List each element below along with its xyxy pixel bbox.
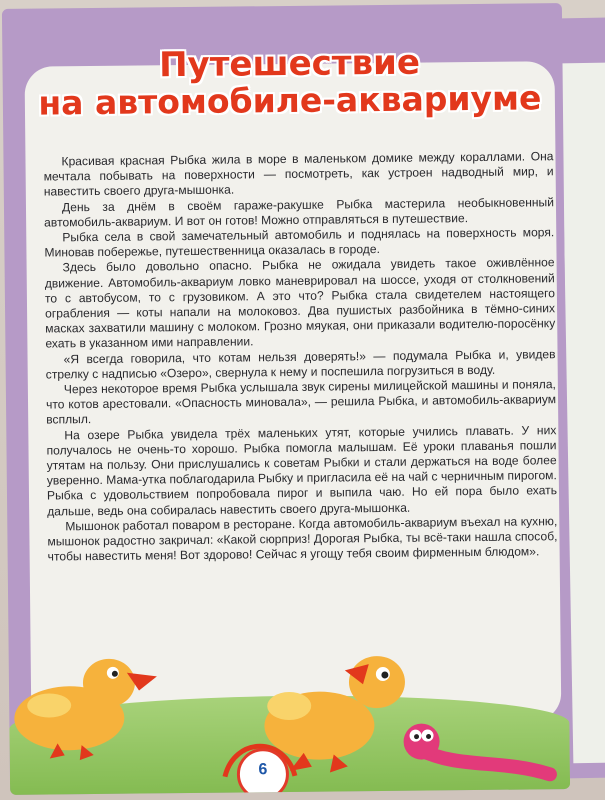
paragraph: Красивая красная Рыбка жила в море в маленьком домике между кораллами. Она мечтала побывать на поверхности — посмотреть, как устроен надводный мир, и навестить своего друга-мышонка. — [43, 149, 554, 199]
book-page — [2, 3, 570, 795]
duck-illustration — [8, 632, 169, 764]
paragraph: Рыбка села в свой замечательный автомобиль и поднялась на поверхность моря. Миновав побережье, путешественница оказалась в городе. — [44, 225, 555, 260]
paragraph: «Я всегда говорила, что котам нельзя доверять!» — подумала Рыбка и, увидев стрелку с надписью «Озеро», свернула к нему и поспешила погрузиться в воду. — [45, 346, 556, 382]
worm-illustration — [399, 708, 560, 790]
paragraph: День за днём в своём гараже-ракушке Рыбка мастерила необыкновенный автомобиль-аквариум. И вот он готов! Можно отправляться в путешествие. — [44, 194, 555, 230]
title-line-2: на автомобиле-аквариуме — [38, 78, 542, 123]
story-title — [24, 43, 555, 121]
paragraph: Здесь было довольно опасно. Рыбка не ожидала увидеть такое оживлённое движение. Автомобиль-аквариум ловко маневрировал на шоссе, уходя от столкновений то с автобусом, то с грузовиком. А это что? Рыбка стала свидетелем настоящего ограбления — коты напали на молоковоз. Два пушистых разбойника в тёмно-синих масках захватили машину с молоком. Грозно мяукая, они приказали водителю-поросёнку ехать в указанном ими направлении. — [44, 255, 556, 351]
paragraph: Мышонок работал поваром в ресторане. Когда автомобиль-аквариум въехал на кухню, мышонок радостно закричал: «Какой сюрприз! Дорогая Рыбка, ты всё-таки нашла способ, чтобы навестить меня! Вот здорово! Сейчас я угощу тебя своим фирменным блюдом». — [47, 514, 558, 564]
page-number-text: 6 — [258, 761, 268, 779]
paragraph: Через некоторое время Рыбка услышала звук сирены милицейской машины и поняла, что котов арестовали. «Опасность миновала», — решила Рыбка, и автомобиль-аквариум всплыл. — [45, 377, 557, 427]
paragraph: На озере Рыбка увидела трёх маленьких утят, которые учились плавать. У них получалось не очень-то хорошо. Рыбка помогла малышам. Её уроки плаванья пошли утятам на пользу. Они прислушались к советам Рыбки и стали держаться на воде более уверенно. Мама-утка поблагодарила Рыбку и пригласила её на чай с черничным пирогом. Рыбка с удовольствием попробовала пирог и выпила чаю. Но ей пора было ехать дальше, ведь она собиралась навестить своего друга-мышонка. — [46, 422, 558, 519]
title-line-1: Путешествие — [158, 42, 421, 86]
page-number — [237, 748, 290, 795]
story-text — [43, 149, 557, 565]
